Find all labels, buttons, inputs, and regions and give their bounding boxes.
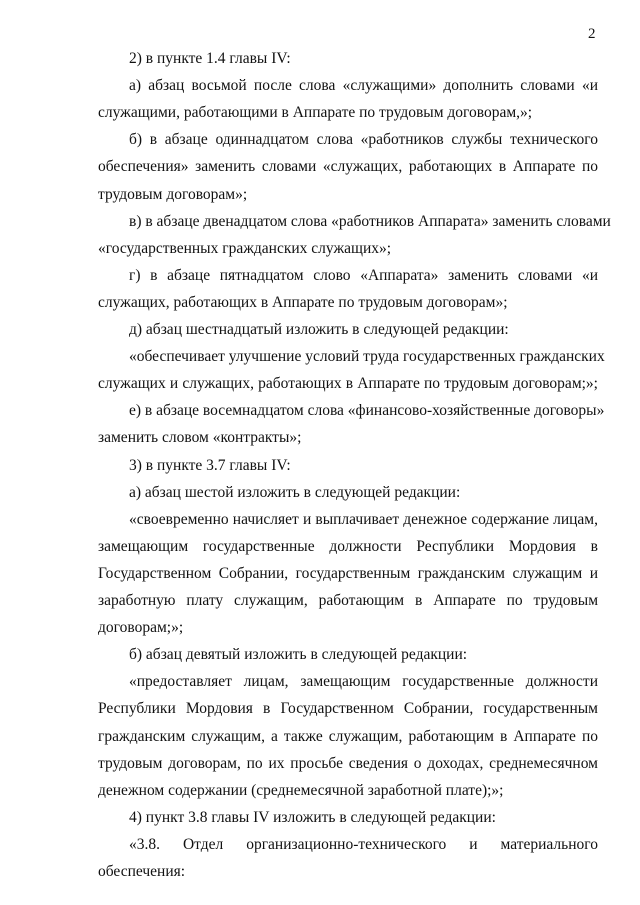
text-line: «3.8. Отдел организационно-технического и материального xyxy=(129,835,598,853)
text-line: б) в абзаце одиннадцатом слова «работников службы технического xyxy=(129,131,598,149)
text-line: г) в абзаце пятнадцатом слово «Аппарата» заменить словами «и xyxy=(129,266,598,284)
text-line: обеспечения» заменить словами «служащих, работающих в Аппарате по xyxy=(98,158,598,176)
text-line: «обеспечивает улучшение условий труда государственных гражданских xyxy=(129,348,605,366)
text-line: 2) в пункте 1.4 главы IV: xyxy=(129,50,291,67)
text-line: 4) пункт 3.8 главы IV изложить в следующей редакции: xyxy=(129,808,496,826)
text-line: а) абзац восьмой после слова «служащими» дополнить словами «и xyxy=(129,77,598,95)
text-line: б) абзац девятый изложить в следующей редакции: xyxy=(129,646,468,664)
text-line: «государственных гражданских служащих»; xyxy=(98,239,392,257)
text-line: обеспечения: xyxy=(98,863,186,880)
text-line: заменить словом «контракты»; xyxy=(98,429,302,447)
page-number: 2 xyxy=(588,26,596,42)
text-line: служащими, работающими в Аппарате по трудовым договорам,»; xyxy=(98,104,533,122)
text-line: гражданским служащим, а также служащим, работающим в Аппарате по xyxy=(98,727,598,745)
text-line: Республики Мордовия в Государственном Собрании, государственным xyxy=(98,700,598,718)
text-line: денежном содержании (среднемесячной заработной плате);»; xyxy=(98,781,504,799)
text-line: а) абзац шестой изложить в следующей редакции: xyxy=(129,483,461,501)
text-line: трудовым договорам, по их просьбе сведения о доходах, среднемесячном xyxy=(98,754,598,772)
text-line: служащих и служащих, работающих в Аппарате по трудовым договорам;»; xyxy=(98,375,598,393)
text-line: в) в абзаце двенадцатом слова «работников Аппарата» заменить словами xyxy=(129,212,611,230)
text-line: «предоставляет лицам, замещающим государственные должности xyxy=(129,673,598,691)
text-line: служащих, работающих в Аппарате по трудовым договорам»; xyxy=(98,293,508,311)
text-line: д) абзац шестнадцатый изложить в следующей редакции: xyxy=(129,321,509,338)
text-line: Государственном Собрании, государственным гражданским служащим и xyxy=(98,564,598,582)
text-line: договорам;»; xyxy=(98,619,184,637)
text-line: трудовым договорам»; xyxy=(98,185,248,203)
text-line: замещающим государственные должности Республики Мордовия в xyxy=(98,537,598,555)
text-line: 3) в пункте 3.7 главы IV: xyxy=(129,456,291,474)
text-line: «своевременно начисляет и выплачивает денежное содержание лицам, xyxy=(129,510,598,528)
text-line: заработную плату служащим, работающим в Аппарате по трудовым xyxy=(98,592,598,609)
text-line: е) в абзаце восемнадцатом слова «финансово-хозяйственные договоры» xyxy=(129,402,605,420)
